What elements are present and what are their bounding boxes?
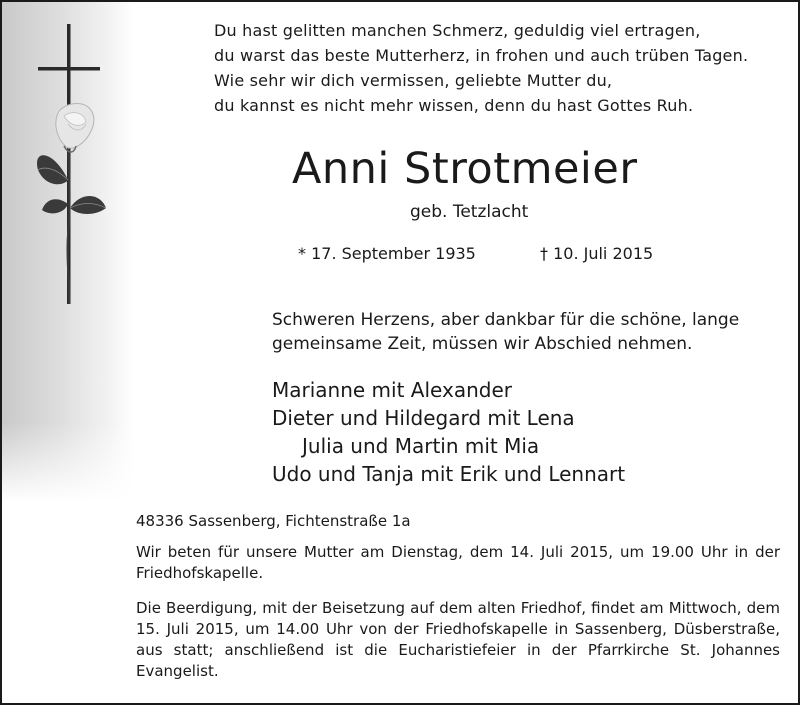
mourner-entry: Marianne mit Alexander (272, 378, 512, 402)
poem-line: Wie sehr wir dich vermissen, geliebte Mutter du, (214, 71, 613, 90)
poem-line: Du hast gelitten manchen Schmerz, geduldig viel ertragen, (214, 21, 701, 40)
birth-date: * 17. September 1935 (298, 244, 476, 263)
farewell-text (272, 308, 739, 356)
funeral-notice: Die Beerdigung, mit der Beisetzung auf dem alten Friedhof, findet am Mittwoch, dem 15. Juli 2015, um 14.00 Uhr von der Friedhofskapelle in Sassenberg, Düsberstraße, aus statt; anschließend ist die Eucharistiefeier in der Pfarrkirche St. Johannes Evangelist. (136, 599, 780, 680)
farewell-line: gemeinsame Zeit, müssen wir Abschied nehmen. (272, 334, 693, 354)
mourners-list (272, 376, 625, 488)
mourner-entry: Dieter und Hildegard mit Lena (272, 406, 575, 430)
deceased-name: Anni Strotmeier (292, 144, 638, 194)
mourner-entry: Julia und Martin mit Mia (302, 434, 540, 458)
poem (214, 18, 774, 118)
cross-rose-decoration (24, 20, 124, 310)
birth-name: geb. Tetzlacht (410, 202, 529, 222)
death-date: † 10. Juli 2015 (540, 244, 654, 263)
poem-line: du kannst es nicht mehr wissen, denn du hast Gottes Ruh. (214, 96, 694, 115)
gradient-fade (2, 422, 134, 502)
rose-icon (37, 104, 106, 305)
mourner-entry: Udo und Tanja mit Erik und Lennart (272, 462, 626, 486)
address: 48336 Sassenberg, Fichtenstraße 1a (136, 512, 411, 530)
poem-line: du warst das beste Mutterherz, in frohen und auch trüben Tagen. (214, 46, 749, 65)
farewell-line: Schweren Herzens, aber dankbar für die schöne, lange (272, 310, 740, 330)
prayer-notice: Wir beten für unsere Mutter am Dienstag, dem 14. Juli 2015, um 19.00 Uhr in der Friedhofskapelle. (136, 543, 780, 582)
